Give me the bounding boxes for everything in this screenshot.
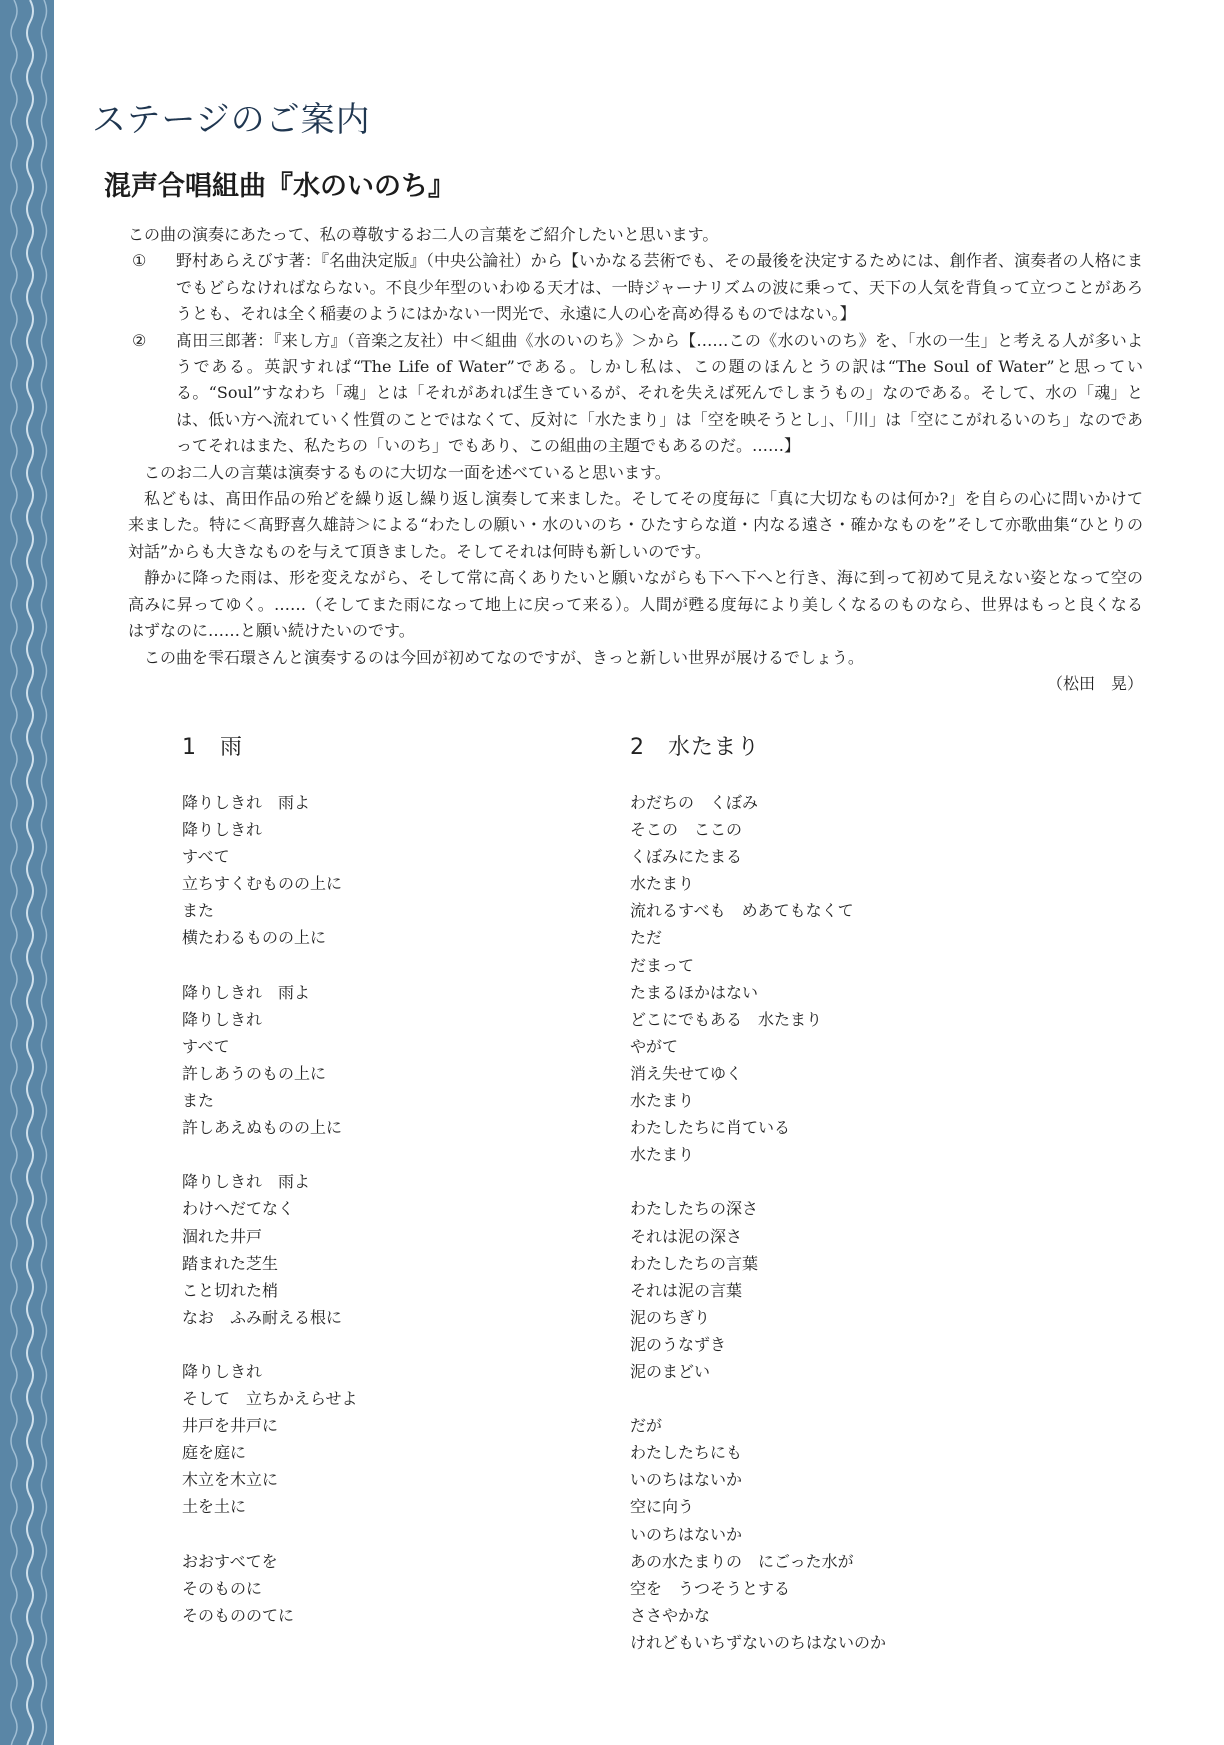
stanza-gap xyxy=(630,1385,886,1412)
intro-paragraph: 私どもは、髙田作品の殆どを繰り返し繰り返し演奏して来ました。そしてその度毎に「真に大切なものは何か?」を自らの心に問いかけて来ました。特に＜髙野喜久雄詩＞による“わたしの願い・水のいのち・ひたすらな道・内なる遠さ・確かなものを”そして亦歌曲集“ひとりの対話”からも大きなものを与えて頂きました。そしてそれは何時も新しいのです。 xyxy=(128,489,1143,561)
intro-paragraph: この曲を雫石環さんと演奏するのは今回が初めてなのですが、きっと新しい世界が展けるでしょう。 xyxy=(144,647,864,667)
poem-line: 踏まれた芝生 xyxy=(182,1253,279,1273)
poem-line: 土を土に xyxy=(182,1497,247,1517)
wave-line xyxy=(11,0,17,1745)
poem-line: そのものに xyxy=(182,1578,263,1598)
stanza-gap xyxy=(182,1521,358,1548)
poem-line: たまるほかはない xyxy=(630,982,759,1002)
poem-line: そのもののてに xyxy=(182,1605,295,1625)
poem-line: 降りしきれ xyxy=(182,820,263,840)
poem-line: わだちの くぼみ xyxy=(630,793,759,812)
stanza-gap xyxy=(630,1168,886,1195)
poem-line: くぼみにたまる xyxy=(630,847,743,867)
quote-text: 髙田三郎著：『来し方』（音楽之友社）中＜組曲《水のいのち》＞から【……この《水のいのち》を、「水の一生」と考える人が多いようである。英訳すれば“The Life of Water”である。しかし私は、この題のほんとうの訳は“The Soul of Water”と思っている。“Soul”すなわち「魂」とは「それがあれば生きているが、それを失えば死んでしまうもの」なのである。そして、水の「魂」とは、低い方へ流れていく性質のことではなくて、反対に「水たまり」は「空を映そうとし」、「川」は「空にこがれるいのち」なのであってそれはまた、私たちの「いのち」でもあり、この組曲の主題でもあるのだ。……】 xyxy=(176,330,1143,456)
poem-line: 空を うつそうとする xyxy=(630,1578,791,1598)
wave-pattern-icon xyxy=(0,0,54,1745)
poem-line: わたしたちに肖ている xyxy=(630,1118,791,1138)
poem-line: いのちはないか xyxy=(630,1470,743,1490)
poem-line: そこの ここの xyxy=(630,820,743,840)
poem-line: いのちはないか xyxy=(630,1524,743,1544)
poem-line: 許しあうのもの上に xyxy=(182,1063,327,1083)
stanza-gap xyxy=(182,1331,358,1358)
poem-line: わたしたちの深さ xyxy=(630,1199,759,1219)
poem-line: わけへだてなく xyxy=(182,1199,295,1219)
poem-line: ただ xyxy=(630,928,663,948)
poem-line: 泥のまどい xyxy=(630,1361,711,1381)
poem-line: 横たわるものの上に xyxy=(182,928,327,948)
author-signature: （松田 晃） xyxy=(1046,673,1143,693)
poem-line: また xyxy=(182,1091,215,1111)
poem-line: 降りしきれ 雨よ xyxy=(182,982,311,1002)
poem-line: けれどもいちずないのちはないのか xyxy=(630,1632,887,1652)
poem-line: どこにでもある 水たまり xyxy=(630,1009,823,1029)
poem-line: それは泥の言葉 xyxy=(630,1280,743,1300)
poem-line: 泥のちぎり xyxy=(630,1307,711,1327)
poem-line: 木立を木立に xyxy=(182,1470,279,1490)
poem-body xyxy=(182,789,358,1629)
poem-line: 立ちすくむものの上に xyxy=(182,874,343,894)
poem-line: 水たまり xyxy=(630,1091,695,1111)
poem-line: すべて xyxy=(182,1036,230,1056)
poem-line: 空に向う xyxy=(630,1497,695,1517)
page-header: ステージのご案内 xyxy=(92,100,371,140)
intro-opening: この曲の演奏にあたって、私の尊敬するお二人の言葉をご紹介したいと思います。 xyxy=(128,225,719,244)
quote-number: ① xyxy=(132,251,147,271)
poem-line: わたしたちにも xyxy=(630,1443,743,1463)
stanza-gap xyxy=(182,1141,358,1168)
poem-body xyxy=(630,789,886,1656)
intro-paragraph: このお二人の言葉は演奏するものに大切な一面を述べていると思います。 xyxy=(144,462,671,482)
poem-line: 水たまり xyxy=(630,1145,695,1165)
poem-line: 消え失せてゆく xyxy=(630,1063,743,1083)
poem-line: わたしたちの言葉 xyxy=(630,1253,759,1273)
poem-line: 泥のうなずき xyxy=(630,1334,727,1354)
poem-line: 降りしきれ xyxy=(182,1009,263,1029)
poem-line: また xyxy=(182,901,215,921)
poem-line: そして 立ちかえらせよ xyxy=(182,1389,358,1409)
quote-number: ② xyxy=(132,330,147,350)
quote-item xyxy=(128,328,1143,460)
poem-line: ささやかな xyxy=(630,1605,711,1625)
intro-section xyxy=(128,222,1143,697)
stanza-gap xyxy=(182,952,358,979)
poem-line: やがて xyxy=(630,1036,679,1056)
wave-line xyxy=(42,0,47,1745)
poem-line: だが xyxy=(630,1416,663,1436)
quote-item xyxy=(128,248,1143,327)
poem-line: 降りしきれ 雨よ xyxy=(182,1172,311,1192)
poem-ame xyxy=(182,730,358,1629)
poem-line: 許しあえぬものの上に xyxy=(182,1118,343,1138)
poem-line: 涸れた井戸 xyxy=(182,1226,263,1246)
poem-line: すべて xyxy=(182,847,230,867)
poem-line: あの水たまりの にごった水が xyxy=(630,1551,854,1571)
poem-line: 降りしきれ xyxy=(182,1361,263,1381)
page-title: 混声合唱組曲『水のいのち』 xyxy=(104,171,455,202)
poem-line: 水たまり xyxy=(630,874,695,894)
poem-line: 流れるすべも めあてもなくて xyxy=(630,901,854,921)
poem-mizutamari xyxy=(630,730,886,1656)
poem-line: それは泥の深さ xyxy=(630,1226,743,1246)
poem-line: 庭を庭に xyxy=(182,1443,247,1463)
decorative-border xyxy=(0,0,54,1745)
intro-paragraph: 静かに降った雨は、形を変えながら、そして常に高くありたいと願いながらも下へ下へと行き、海に到って初めて見えない姿となって空の高みに昇ってゆく。……（そしてまた雨になって地上に戻って来る）。人間が甦る度毎により美しくなるのものなら、世界はもっと良くなるはずなのに……と願い続けたいのです。 xyxy=(128,568,1143,641)
poem-line: 井戸を井戸に xyxy=(182,1416,279,1436)
poem-line: おおすべてを xyxy=(182,1551,278,1571)
poem-line: こと切れた梢 xyxy=(182,1280,279,1300)
poem-title: 2 水たまり xyxy=(630,735,760,760)
wave-line xyxy=(27,0,33,1745)
poem-line: 降りしきれ 雨よ xyxy=(182,793,311,812)
poem-line: なお ふみ耐える根に xyxy=(182,1307,343,1327)
quote-text: 野村あらえびす著：『名曲決定版』（中央公論社）から【いかなる芸術でも、その最後を決定するためには、創作者、演奏者の人格にまでもどらなければならない。不良少年型のいわゆる天才は、一時ジャーナリズムの波に乗って、天下の人気を背負って立つことがあろうとも、それは全く稲妻のようにはかない一閃光で、永遠に人の心を高め得るものではない。】 xyxy=(176,251,1143,324)
poem-title: 1 雨 xyxy=(182,735,243,760)
poem-line: だまって xyxy=(630,955,695,975)
